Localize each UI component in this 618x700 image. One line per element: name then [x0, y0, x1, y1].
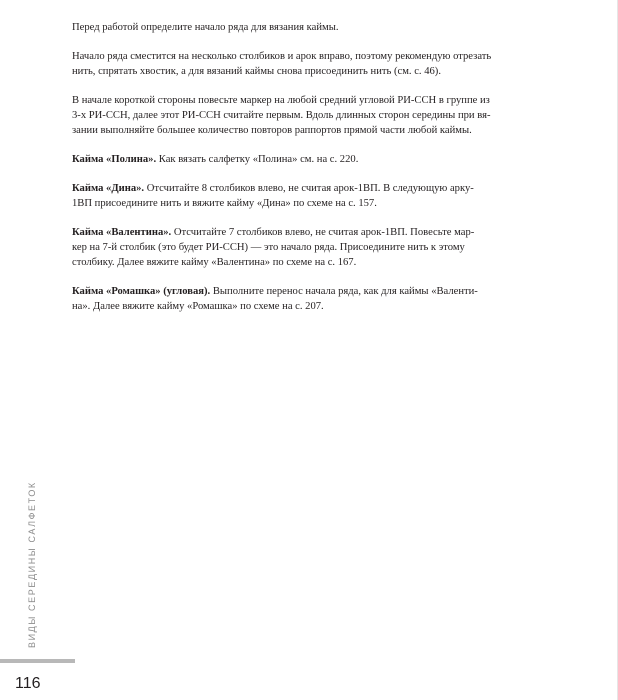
- border-heading: Кайма «Валентина».: [72, 227, 172, 238]
- paragraph-border-valentina: [72, 225, 542, 270]
- text-line: [72, 152, 542, 167]
- text-line: В начале короткой стороны повесьте маркер на любой средний угловой РИ-ССН в группе из: [72, 95, 490, 106]
- paragraph-border-polina: [72, 152, 542, 167]
- text-line: нить, спрятать хвостик, а для вязаний каймы снова присоединить нить (см. с. 46).: [72, 66, 441, 77]
- border-heading: Кайма «Ромашка» (угловая).: [72, 286, 211, 297]
- text-fragment: Выполните перенос начала ряда, как для каймы «Валенти-: [210, 286, 478, 297]
- paragraph-marker: [72, 93, 542, 138]
- text-line: на». Далее вяжите кайму «Ромашка» по схеме на с. 207.: [72, 301, 324, 312]
- paragraph-border-dina: [72, 181, 542, 211]
- section-side-title: ВИДЫ СЕРЕДИНЫ САЛФЕТОК: [27, 481, 37, 648]
- page-marker-bar: [0, 659, 75, 663]
- text-line: 3-х РИ-ССН, далее этот РИ-ССН считайте первым. Вдоль длинных сторон середины при вя-: [72, 110, 491, 121]
- border-heading: Кайма «Дина».: [72, 183, 145, 194]
- text-fragment: Отсчитайте 8 столбиков влево, не считая арок-1ВП. В следующую арку-: [144, 183, 474, 194]
- text-column: [72, 20, 542, 328]
- text-line: [72, 181, 542, 196]
- text-line: столбику. Далее вяжите кайму «Валентина» по схеме на с. 167.: [72, 257, 357, 268]
- text-line: 1ВП присоедините нить и вяжите кайму «Дина» по схеме на с. 157.: [72, 198, 377, 209]
- text-line: Перед работой определите начало ряда для вязания каймы.: [72, 22, 339, 33]
- page-number: 116: [15, 675, 41, 692]
- text-line: зании выполняйте большее количество повторов раппортов прямой части любой каймы.: [72, 125, 472, 136]
- text-line: Начало ряда сместится на несколько столбиков и арок вправо, поэтому рекомендую отрезать: [72, 51, 492, 62]
- paragraph-border-romashka: [72, 284, 542, 314]
- text-line: [72, 284, 542, 299]
- border-heading: Кайма «Полина».: [72, 154, 157, 165]
- text-line: кер на 7-й столбик (это будет РИ-ССН) — это начало ряда. Присоедините нить к этому: [72, 242, 465, 253]
- paragraph-intro: [72, 20, 542, 35]
- paragraph-row-shift: [72, 49, 542, 79]
- text-fragment: Как вязать салфетку «Полина» см. на с. 220.: [156, 154, 359, 165]
- text-line: [72, 225, 542, 240]
- text-fragment: Отсчитайте 7 столбиков влево, не считая арок-1ВП. Повесьте мар-: [171, 227, 475, 238]
